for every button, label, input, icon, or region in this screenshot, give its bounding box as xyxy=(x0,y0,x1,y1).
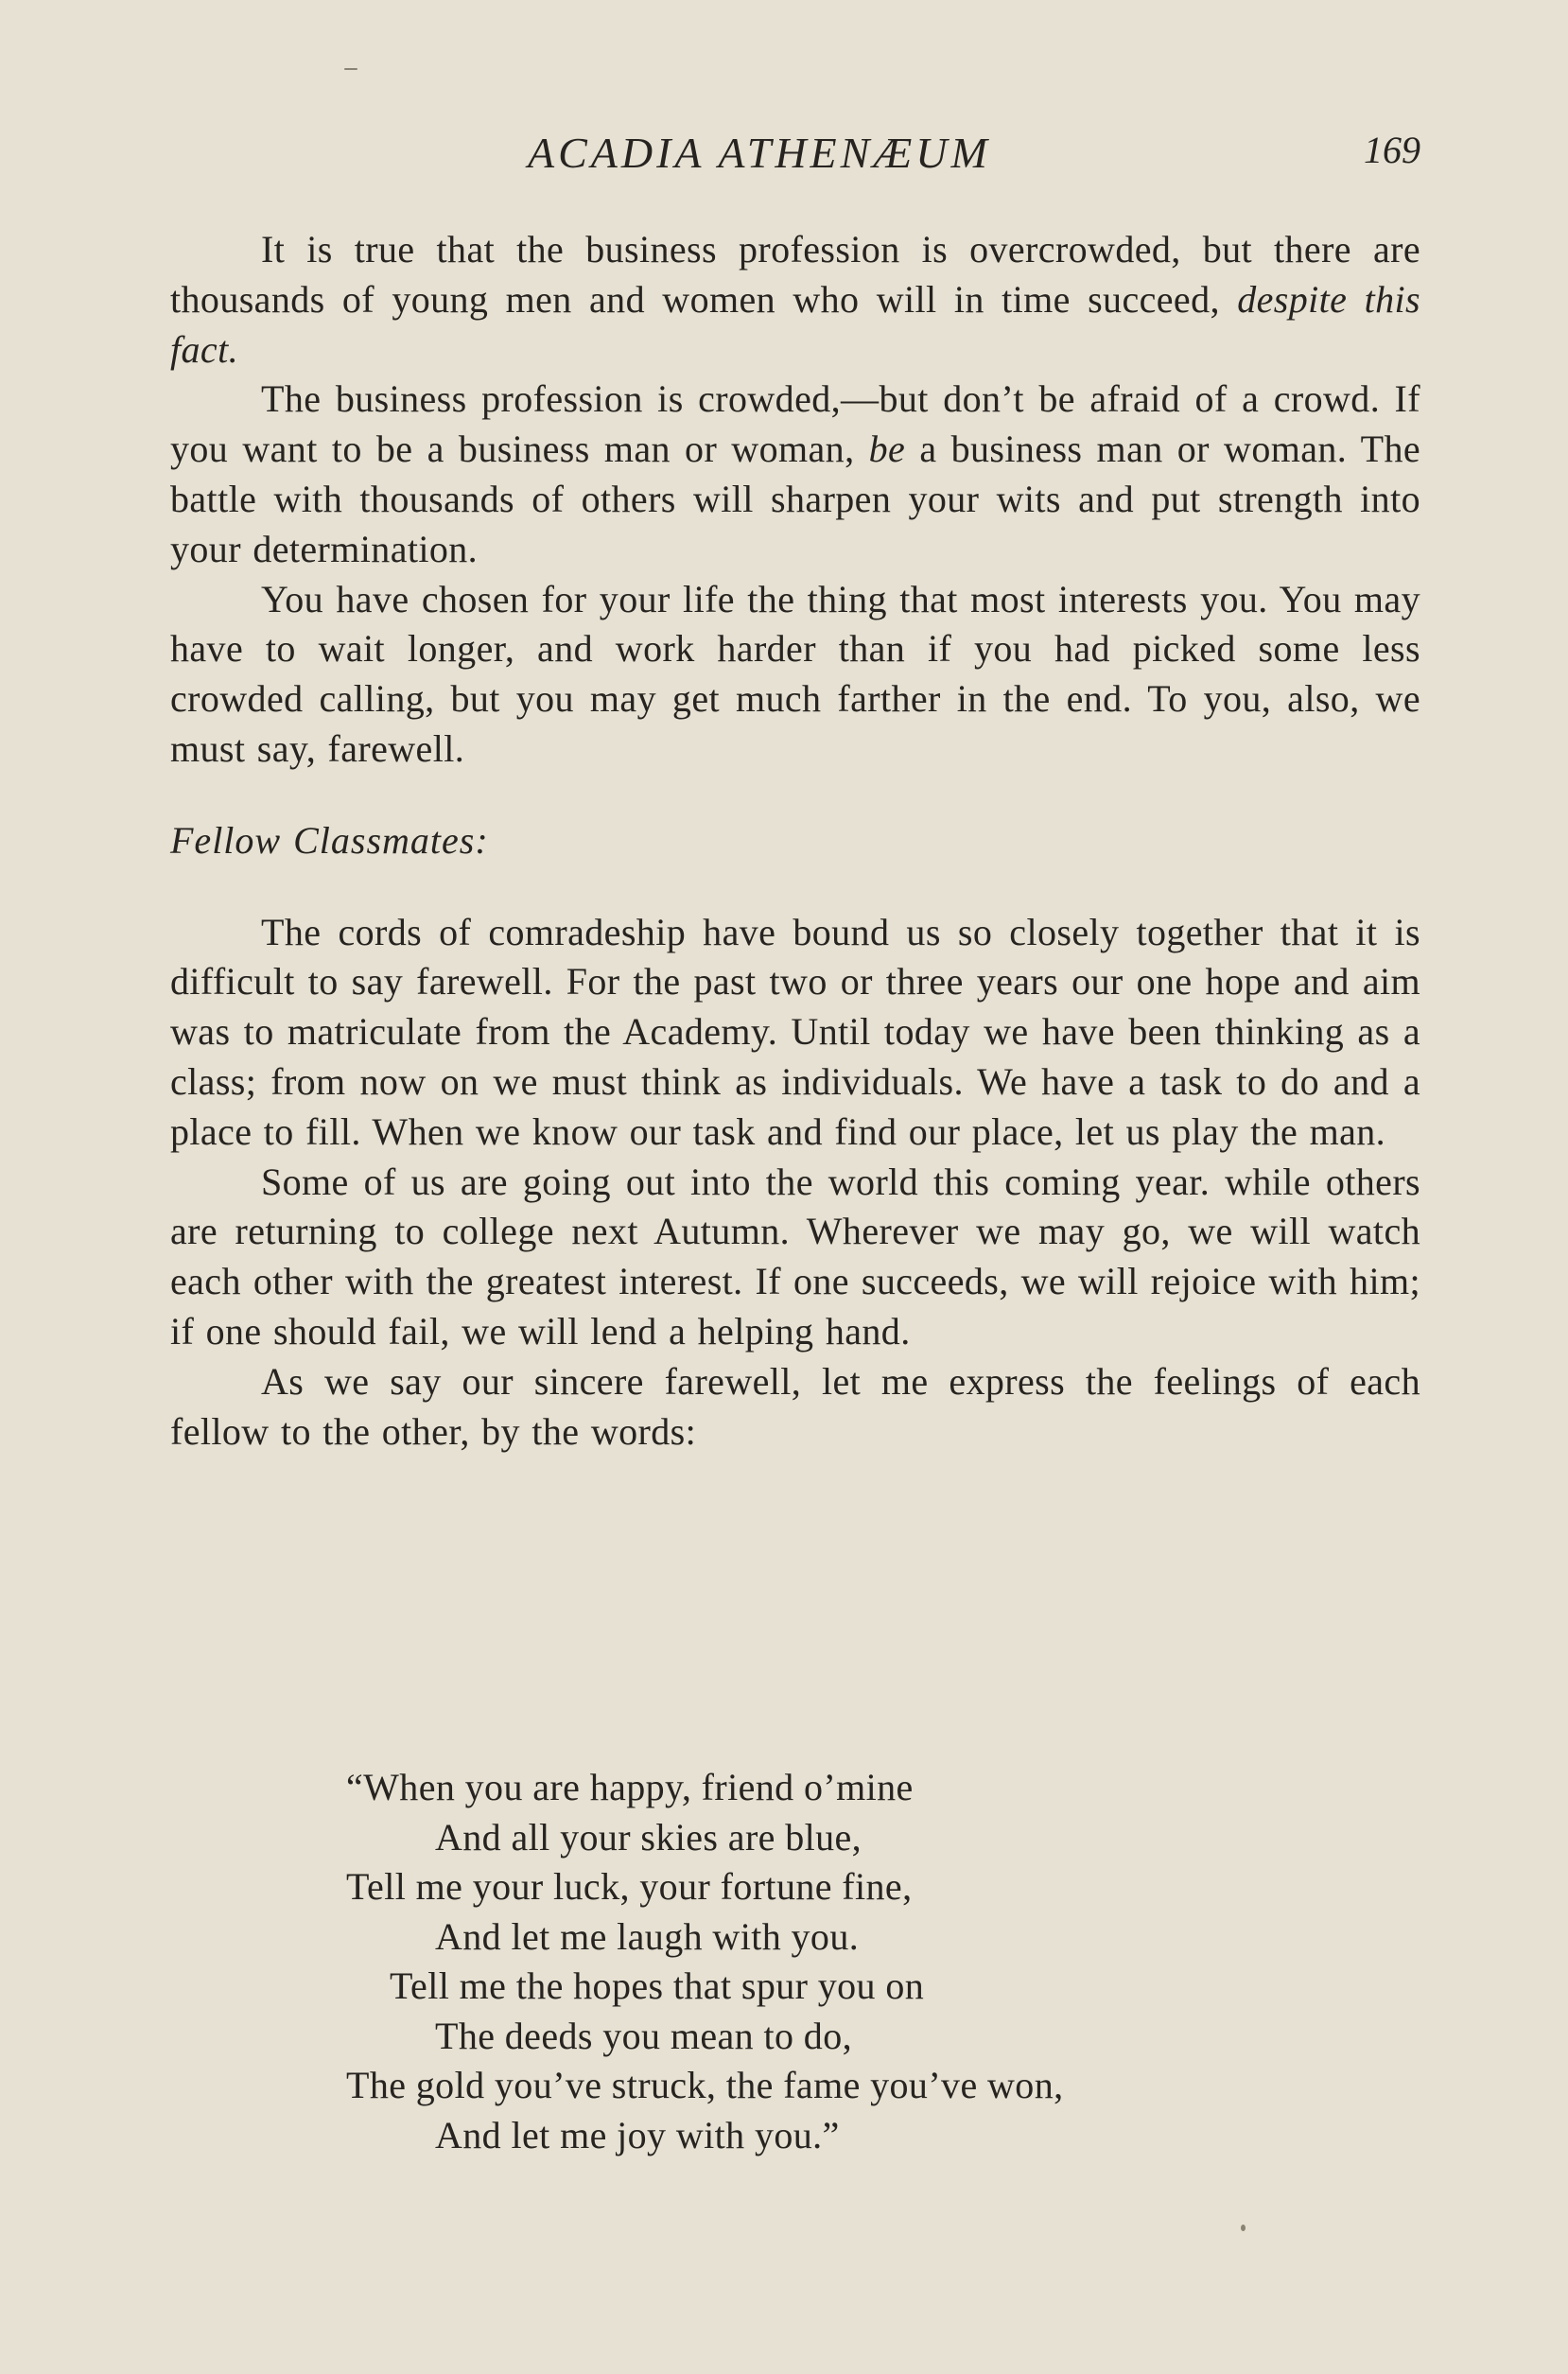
poem-line-6: The deeds you mean to do, xyxy=(435,2014,852,2057)
poem-line-2: And all your skies are blue, xyxy=(435,1815,862,1859)
running-title: ACADIA ATHENÆUM xyxy=(528,129,991,177)
paragraph-3-text: You have chosen for your life the thing that most interests you. You may have to wait longer, and work harder than if you had picked some less crowded calling, but you may get much farther in the end. To you, also, we must say, farewell. xyxy=(170,577,1420,770)
poem-line-8: And let me joy with you.” xyxy=(435,2113,840,2156)
paragraph-1 xyxy=(170,225,1420,375)
paragraph-6: As we say our sincere farewell, let me express the feelings of each fellow to the other, by the words: xyxy=(170,1359,1420,1453)
poem-line-7: The gold you’ve struck, the fame you’ve won, xyxy=(346,2064,1064,2106)
paragraph-3 xyxy=(170,575,1420,775)
poem-line-5: Tell me the hopes that spur you on xyxy=(390,1964,925,2007)
poem-line-3: Tell me your luck, your fortune fine, xyxy=(346,1865,913,1908)
poem xyxy=(346,1763,1386,2160)
paragraph-2 xyxy=(170,375,1420,574)
paper-speck xyxy=(1241,2225,1246,2231)
paragraph-2-text-a: The business profession is crowded,—but don’t be afraid of a crowd. If you want to be a business man or woman, xyxy=(170,377,1420,471)
paragraph-1-italic: despite this fact. xyxy=(170,277,1420,371)
section-heading: Fellow Classmates: xyxy=(170,818,489,862)
page-number: 169 xyxy=(1364,129,1420,171)
paragraph-1-text: It is true that the business profession is overcrowded, but there are thousands of young men and women who will in time succeed, xyxy=(170,228,1420,321)
paragraph-2-text-b: a business man or woman. The battle with thousands of others will sharpen your wits and put strength into your determination. xyxy=(170,428,1421,570)
paragraph-2-italic: be xyxy=(868,428,906,471)
paper-speck xyxy=(344,68,357,70)
paragraph-4: The cords of comradeship have bound us so closely together that it is difficult to say farewell. For the past two or three years our one hope and aim was to matriculate from the Academy. Until today we have been thinking as a class; from now on we must think as individuals. We have a task to do and a place to fill. When we know our task and find our place, let us play the man. xyxy=(170,910,1420,1153)
paragraph-5: Some of us are going out into the world this coming year. while others are returning to college next Autumn. Wherever we may go, we will watch each other with the greatest interest. If one succeeds, we will rejoice with him; if one should fail, we will lend a helping hand. xyxy=(170,1160,1420,1353)
poem-line-4: And let me laugh with you. xyxy=(435,1914,860,1958)
poem-line-1: “When you are happy, friend o’mine xyxy=(346,1766,914,1808)
page-header xyxy=(170,128,1420,184)
body-text xyxy=(170,225,1420,1457)
